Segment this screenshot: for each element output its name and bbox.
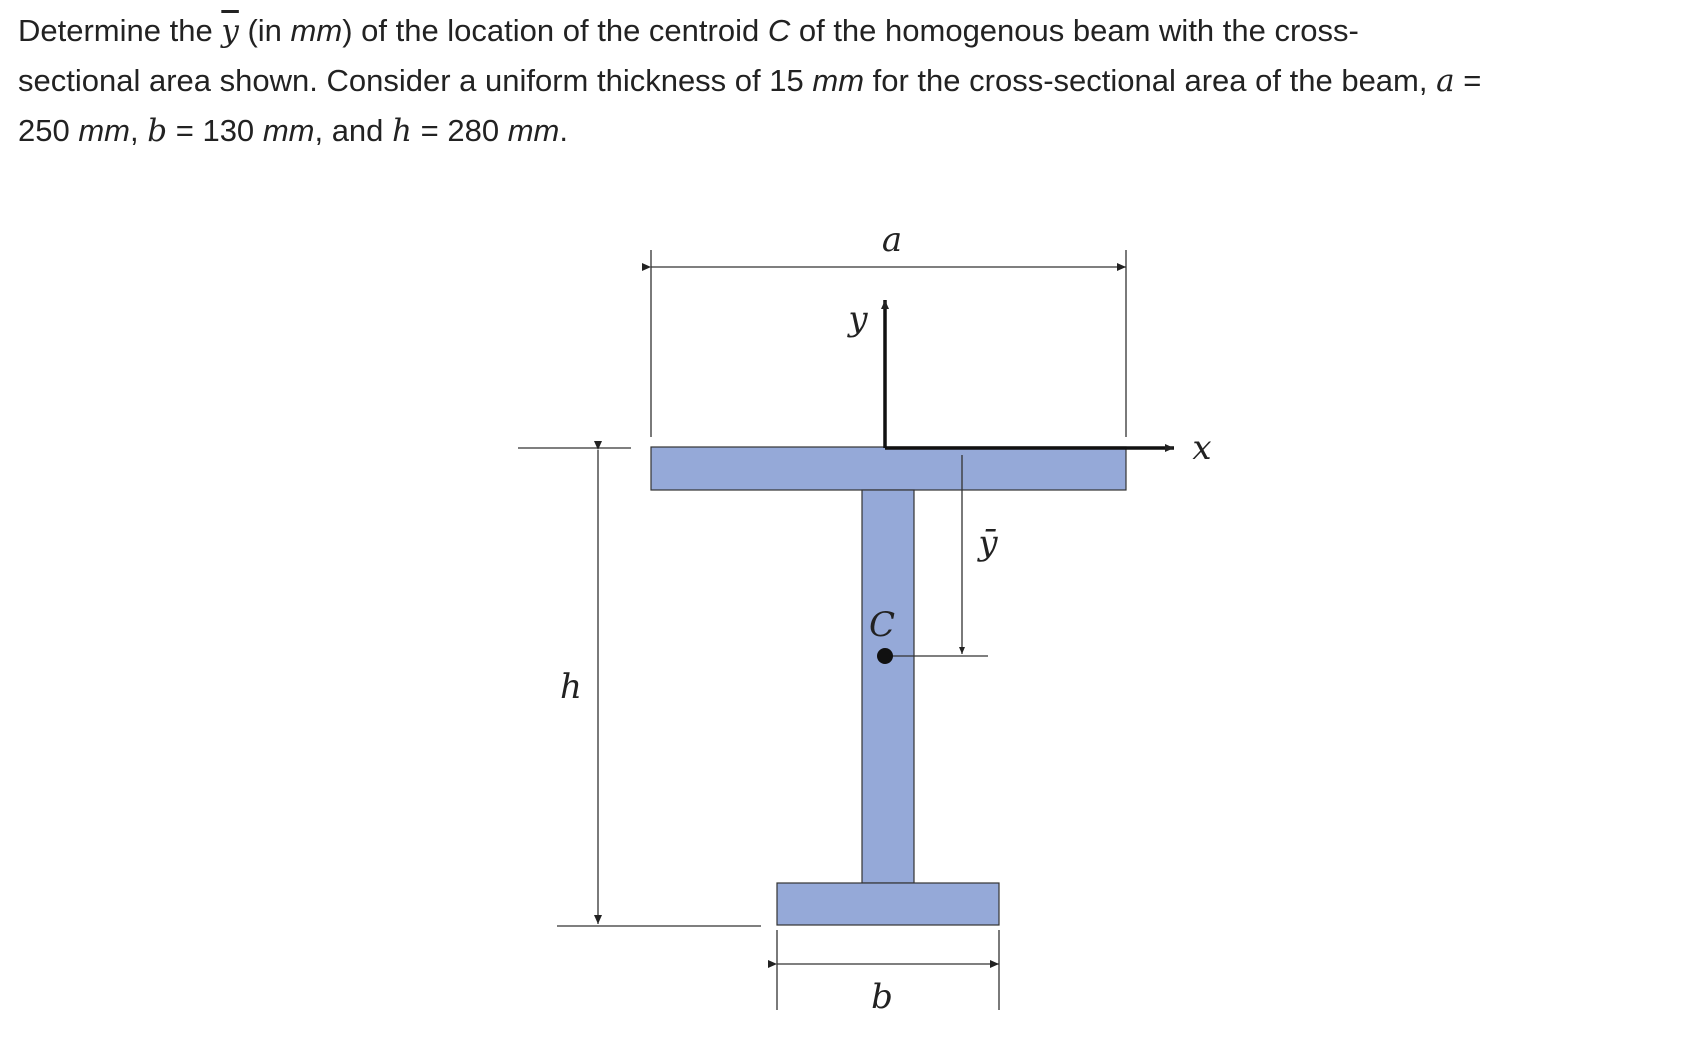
ybar-symbol: $\overline{y}$ — [221, 13, 239, 49]
label-ybar: ȳ — [978, 523, 998, 563]
centroid-symbol: C — [767, 13, 791, 48]
label-x-axis: x — [1192, 428, 1212, 468]
label-a: a — [881, 220, 903, 260]
h-value: 280 — [447, 113, 500, 148]
problem-text: ) of the location of the centroid — [342, 13, 768, 48]
b-symbol: b — [147, 113, 168, 149]
unit-mm: mm — [290, 13, 343, 48]
a-symbol: a — [1436, 63, 1455, 99]
problem-text: Determine the — [18, 13, 222, 48]
separator: , — [130, 113, 148, 148]
problem-text: (in — [238, 13, 291, 48]
problem-text: for the cross-sectional area of the beam, — [864, 63, 1437, 98]
problem-text: sectional area shown. Consider a uniform thickness of 15 — [18, 63, 813, 98]
unit-mm: mm — [78, 113, 131, 148]
label-h: h — [560, 667, 582, 707]
label-b: b — [871, 977, 893, 1017]
period: . — [559, 113, 568, 148]
equals-sign: = — [1454, 63, 1482, 98]
bottom-flange — [777, 883, 999, 925]
equals-sign: = — [412, 113, 448, 148]
unit-mm: mm — [262, 113, 315, 148]
separator: , and — [314, 113, 393, 148]
problem-text: of the homogenous beam with the cross- — [790, 13, 1359, 48]
top-flange — [651, 447, 1126, 490]
h-symbol: h — [392, 113, 412, 149]
web — [862, 490, 914, 883]
a-value: 250 — [18, 113, 70, 148]
label-y-axis: y — [848, 299, 868, 339]
unit-mm: mm — [507, 113, 560, 148]
b-value: 130 — [202, 113, 255, 148]
equals-sign: = — [167, 113, 203, 148]
label-centroid: C — [868, 605, 896, 645]
unit-mm: mm — [812, 63, 865, 98]
centroid-point — [877, 648, 893, 664]
